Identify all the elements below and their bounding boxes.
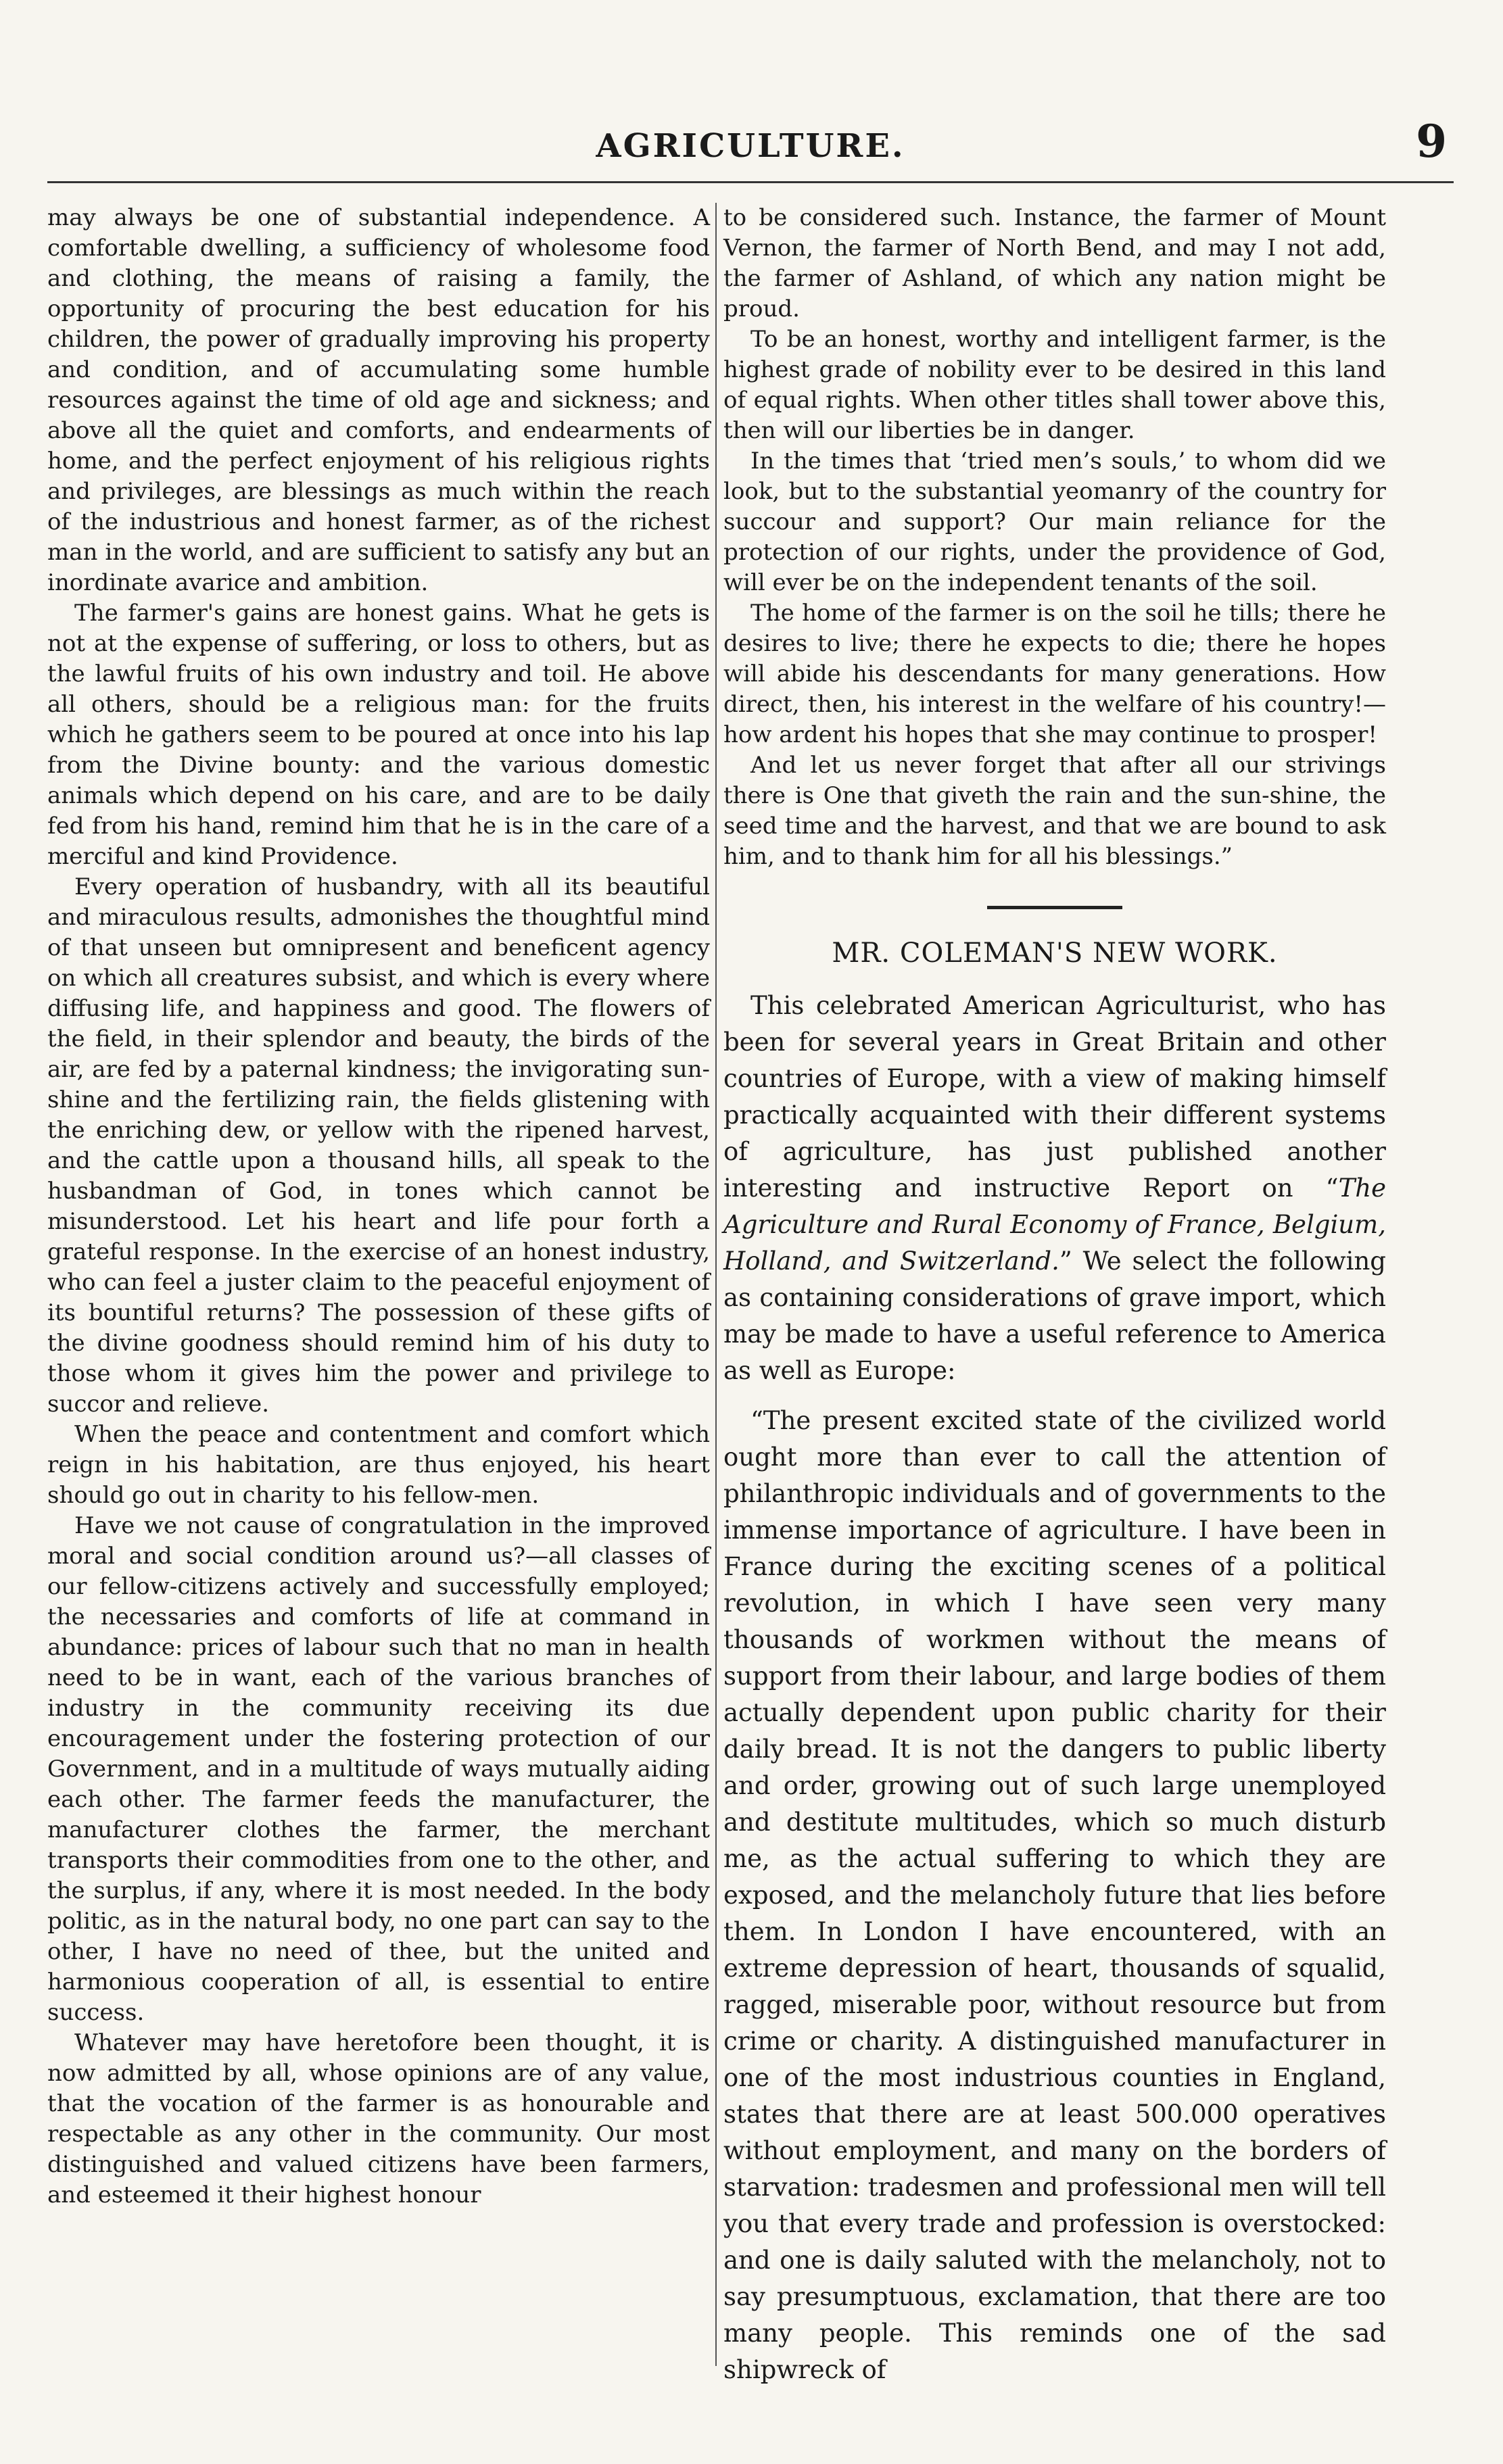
article-quote: “The present excited state of the civilized world ought more than ever to call the attention of philanthropic individuals and of governments to the immense importance of agriculture. I have been in France during the exciting scenes of a political revolution, in which I have seen very many thousands of workmen without the means of support from their labour, and large bodies of them actually dependent upon public charity for their daily bread. It is not the dangers to public liberty and order, growing out of such large unemployed and destitute multitudes, which so much disturb me, as the actual suffering to which they are exposed, and the melancholy future that lies before them. In London I have encountered, with an extreme depression of heart, thousands of squalid, ragged, miserable poor, without resource but from crime or charity. A distinguished manufacturer in one of the most industrious counties in England, states that there are at least 500.000 operatives without employment, and many on the borders of starvation: tradesmen and professional men will tell you that every trade and profession is overstocked: and one is daily saluted with the melancholy, not to say presumptuous, exclamation, that there are too many people. This reminds one of the sad shipwreck of xyxy=(723,1406,1386,2384)
page-number: 9 xyxy=(1416,115,1447,168)
paragraph: When the peace and contentment and comfort which reign in his habitation, are thus enjoyed, his heart should go out in charity to his fellow-men. xyxy=(47,1421,710,1509)
paragraph: Whatever may have heretofore been thought, it is now admitted by all, whose opinions are of any value, that the vocation of the farmer is as honourable and respectable as any other in the community. Our most distinguished and valued citizens have been farmers, and esteemed it their highest honour xyxy=(47,2029,710,2208)
running-title: AGRICULTURE. xyxy=(596,127,905,165)
section-ornament-rule xyxy=(987,906,1122,909)
paragraph: may always be one of substantial independence. A comfortable dwelling, a sufficiency of wholesome food and clothing, the means of raising a family, the opportunity of procuring the best education for his children, the power of gradually improving his property and condition, and of accumulating some humble resources against the time of old age and sickness; and above all the quiet and comforts, and endearments of home, and the perfect enjoyment of his religious rights and privileges, are blessings as much within the reach of the industrious and honest farmer, as of the richest man in the world, and are sufficient to satisfy any but an inordinate avarice and ambition. xyxy=(47,204,710,596)
article-intro-text: This celebrated American Agriculturist, who has been for several years in Great Britain and other countries of Europe, with a view of making himself practically acquainted with their different systems of agriculture, has just published another interesting and instructive Report on “ xyxy=(723,991,1386,1203)
paragraph: In the times that ‘tried men’s souls,’ to whom did we look, but to the substantial yeomanry of the country for succour and support? Our main reliance for the protection of our rights, under the providence of God, will ever be on the independent tenants of the soil. xyxy=(723,448,1386,596)
paragraph: To be an honest, worthy and intelligent farmer, is the highest grade of nobility ever to be desired in this land of equal rights. When other titles shall tower above this, then will our liberties be in danger. xyxy=(723,326,1386,444)
paragraph: The farmer's gains are honest gains. What he gets is not at the expense of suffering, or loss to others, but as the lawful fruits of his own industry and toil. He above all others, should be a religious man: for the fruits which he gathers seem to be poured at once into his lap from the Divine bounty: and the various domestic animals which depend on his care, and are to be daily fed from his hand, remind him that he is in the care of a merciful and kind Providence. xyxy=(47,600,710,870)
paragraph: And let us never forget that after all our strivings there is One that giveth the rain and the sun-shine, the seed time and the harvest, and that we are bound to ask him, and to thank him for all his blessings.” xyxy=(723,752,1386,870)
article-intro-text-cont: ” We select the following as containing considerations of grave import, which may be made to have a useful reference to America as well as Europe: xyxy=(723,1247,1386,1385)
paragraph: Have we not cause of congratulation in the improved moral and social condition around us?—all classes of our fellow-citizens actively and successfully employed; the necessaries and comforts of life at command in abundance: prices of labour such that no man in health need to be in want, each of the various branches of industry in the community receiving its due encouragement under the fostering protection of our Government, and in a multitude of ways mutually aiding each other. The farmer feeds the manufacturer, the manufacturer clothes the farmer, the merchant transports their commodities from one to the other, and the surplus, if any, where it is most needed. In the body politic, as in the natural body, no one part can say to the other, I have no need of thee, but the united and harmonious cooperation of all, is essential to entire success. xyxy=(47,1512,710,2026)
header-rule xyxy=(47,181,1454,183)
book-title: The Agriculture and Rural Economy of France, Belgium, Holland, and Switzerland. xyxy=(723,1174,1386,1276)
page-header xyxy=(47,115,1454,189)
column-divider xyxy=(715,203,717,2366)
paragraph: The home of the farmer is on the soil he tills; there he desires to live; there he expects to die; there he hopes will abide his descendants for many generations. How direct, then, his interest in the welfare of his country!—how ardent his hopes that she may continue to prosper! xyxy=(723,600,1386,748)
article-intro xyxy=(723,988,1386,1389)
left-column xyxy=(47,203,710,2366)
section-heading: MR. COLEMAN'S NEW WORK. xyxy=(832,938,1278,969)
paragraph: to be considered such. Instance, the farmer of Mount Vernon, the farmer of North Bend, and may I not add, the farmer of Ashland, of which any nation might be proud. xyxy=(723,204,1386,322)
right-column xyxy=(723,203,1386,2384)
paragraph: Every operation of husbandry, with all its beautiful and miraculous results, admonishes the thoughtful mind of that unseen but omnipresent and beneficent agency on which all creatures subsist, and which is every where diffusing life, and happiness and good. The flowers of the field, in their splendor and beauty, the birds of the air, are fed by a paternal kindness; the invigorating sun-shine and the fertilizing rain, the fields glistening with the enriching dew, or yellow with the ripened harvest, and the cattle upon a thousand hills, all speak to the husbandman of God, in tones which cannot be misunderstood. Let his heart and life pour forth a grateful response. In the exercise of an honest industry, who can feel a juster claim to the peaceful enjoyment of its bountiful returns? The possession of these gifts of the divine goodness should remind him of his duty to those whom it gives him the power and privilege to succor and relieve. xyxy=(47,873,710,1418)
